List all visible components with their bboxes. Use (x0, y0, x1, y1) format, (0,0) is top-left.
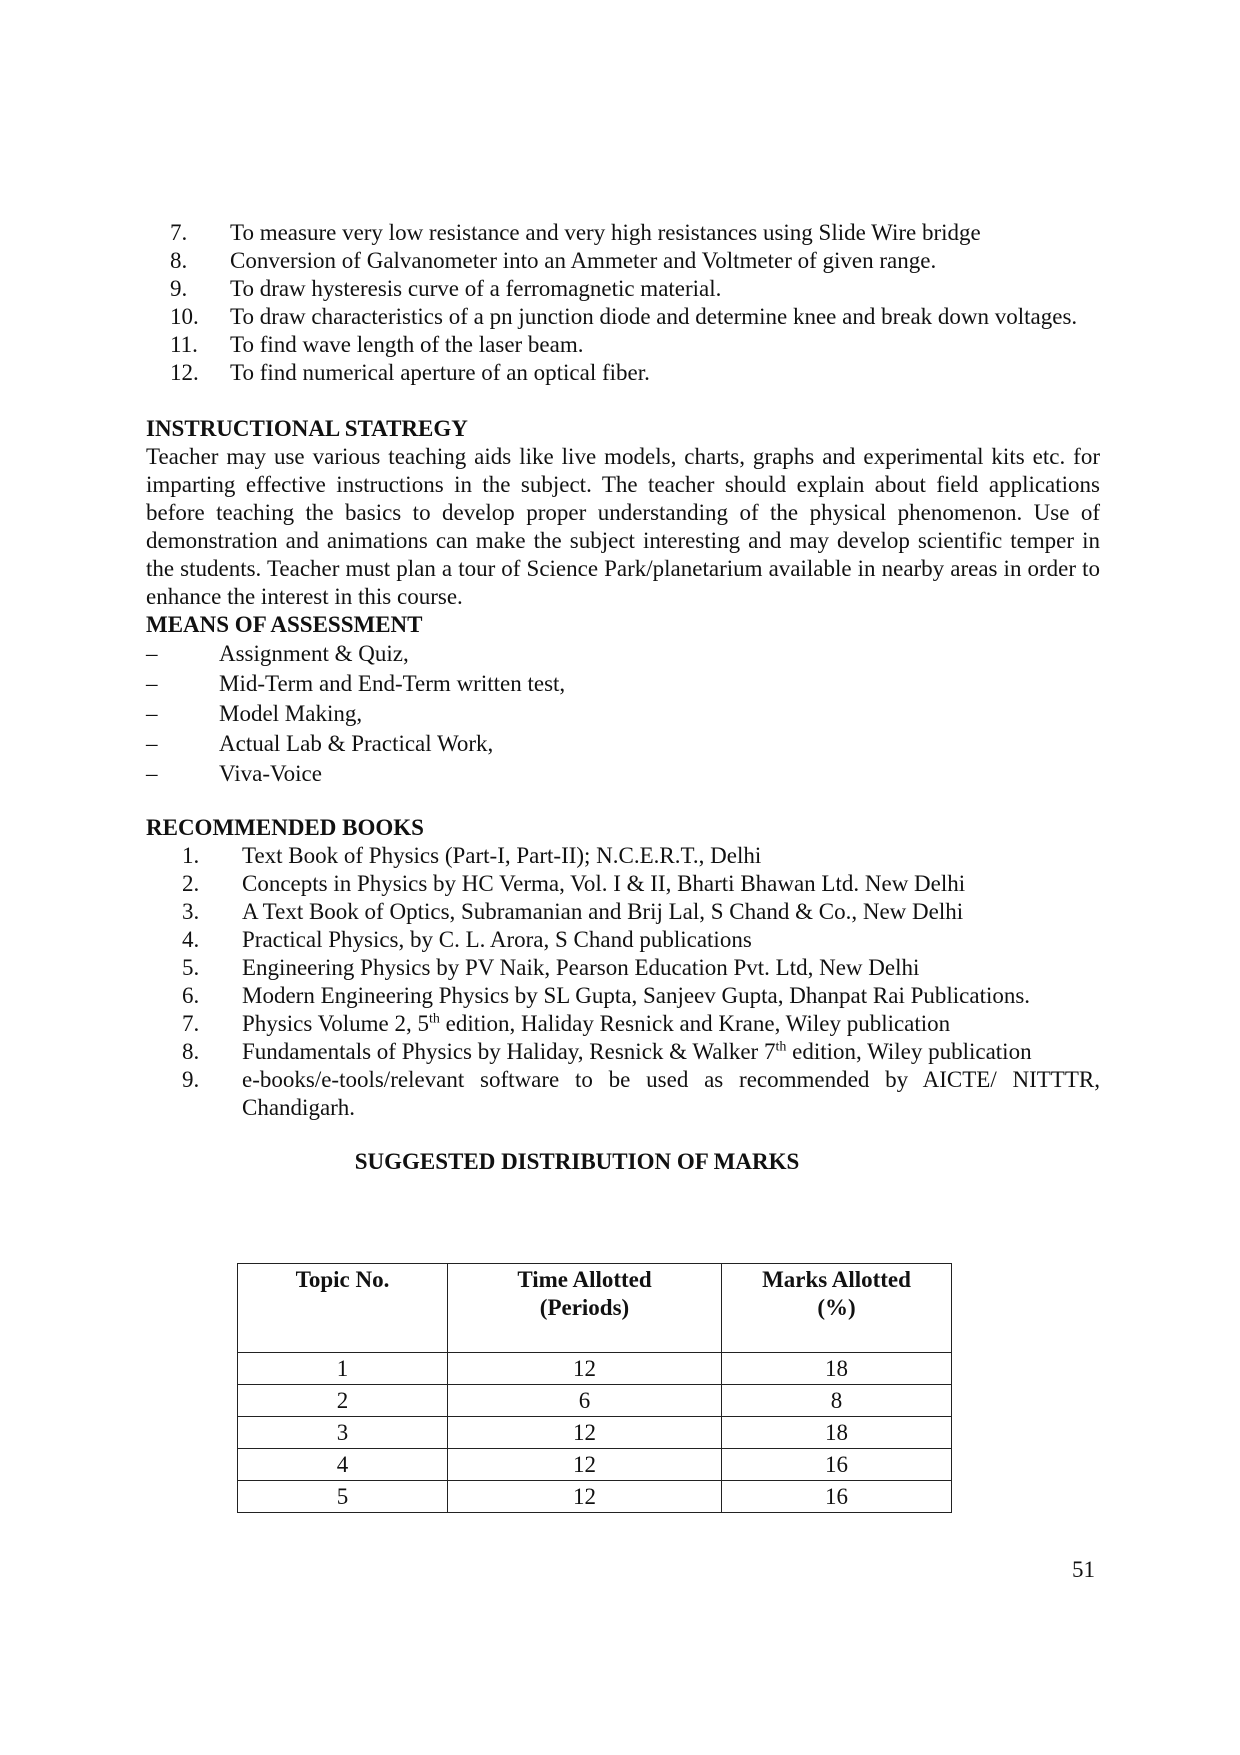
marks-table (237, 1263, 952, 1513)
list-item: 2. Concepts in Physics by HC Verma, Vol. I & II, Bharti Bhawan Ltd. New Delhi (182, 871, 966, 896)
list-item: – Model Making, (146, 701, 363, 726)
list-item: 6. Modern Engineering Physics by SL Gupta, Sanjeev Gupta, Dhanpat Rai Publications. (182, 983, 1031, 1008)
list-item: 8. Fundamentals of Physics by Haliday, Resnick & Walker 7th edition, Wiley publication (182, 1039, 1032, 1064)
list-item: – Assignment & Quiz, (146, 641, 409, 666)
books-heading: RECOMMENDED BOOKS (146, 815, 424, 840)
list-item: 9. e-books/e-tools/relevant software to be used as recommended by AICTE/ NITTTR, Chandigarh. (182, 1067, 1100, 1120)
table-row: 4 12 16 (238, 1449, 952, 1481)
table-row: 3 12 18 (238, 1417, 952, 1449)
list-item: – Mid-Term and End-Term written test, (146, 671, 566, 696)
table-row: 2 6 8 (238, 1385, 952, 1417)
list-item: 12. To find numerical aperture of an optical fiber. (170, 360, 650, 385)
header-marks: Marks Allotted (%) (722, 1264, 952, 1353)
page-number: 51 (1072, 1557, 1095, 1582)
list-item: 1. Text Book of Physics (Part-I, Part-II); N.C.E.R.T., Delhi (182, 843, 762, 868)
list-item: 5. Engineering Physics by PV Naik, Pearson Education Pvt. Ltd, New Delhi (182, 955, 920, 980)
list-item: 9. To draw hysteresis curve of a ferromagnetic material. (170, 276, 722, 301)
list-item: 4. Practical Physics, by C. L. Arora, S Chand publications (182, 927, 752, 952)
list-item: 10. To draw characteristics of a pn junction diode and determine knee and break down voltages. (170, 304, 1078, 329)
list-item: 8. Conversion of Galvanometer into an Ammeter and Voltmeter of given range. (170, 248, 937, 273)
table-row: 5 12 16 (238, 1481, 952, 1513)
header-time: Time Allotted (Periods) (448, 1264, 722, 1353)
experiment-list (146, 219, 1100, 387)
list-item: 7. To measure very low resistance and very high resistances using Slide Wire bridge (170, 220, 981, 245)
list-item: – Viva-Voice (146, 761, 322, 786)
books-list (146, 842, 1100, 1122)
instructional-text: Teacher may use various teaching aids like live models, charts, graphs and experimental kits etc. for imparting effective instructions in the subject. The teacher should explain about field applications before teaching the basics to develop proper understanding of the physical phenomenon. Use of demonstration and animations can make the subject interesting and may develop scientific temper in the students. Teacher must plan a tour of Science Park/planetarium available in nearby areas in order to enhance the interest in this course. (146, 444, 1100, 609)
table-title: SUGGESTED DISTRIBUTION OF MARKS (354, 1149, 800, 1174)
list-item: 7. Physics Volume 2, 5th edition, Haliday Resnick and Krane, Wiley publication (182, 1011, 951, 1036)
list-item: 11. To find wave length of the laser beam. (170, 332, 584, 357)
table-header-row (238, 1264, 952, 1353)
header-topic: Topic No. (238, 1264, 448, 1353)
page-content (146, 219, 1100, 1176)
assessment-list (146, 639, 1100, 789)
assessment-heading: MEANS OF ASSESSMENT (146, 612, 423, 637)
instructional-heading: INSTRUCTIONAL STATREGY (146, 416, 468, 441)
list-item: – Actual Lab & Practical Work, (146, 731, 494, 756)
table-row: 1 12 18 (238, 1353, 952, 1385)
list-item: 3. A Text Book of Optics, Subramanian and Brij Lal, S Chand & Co., New Delhi (182, 899, 964, 924)
